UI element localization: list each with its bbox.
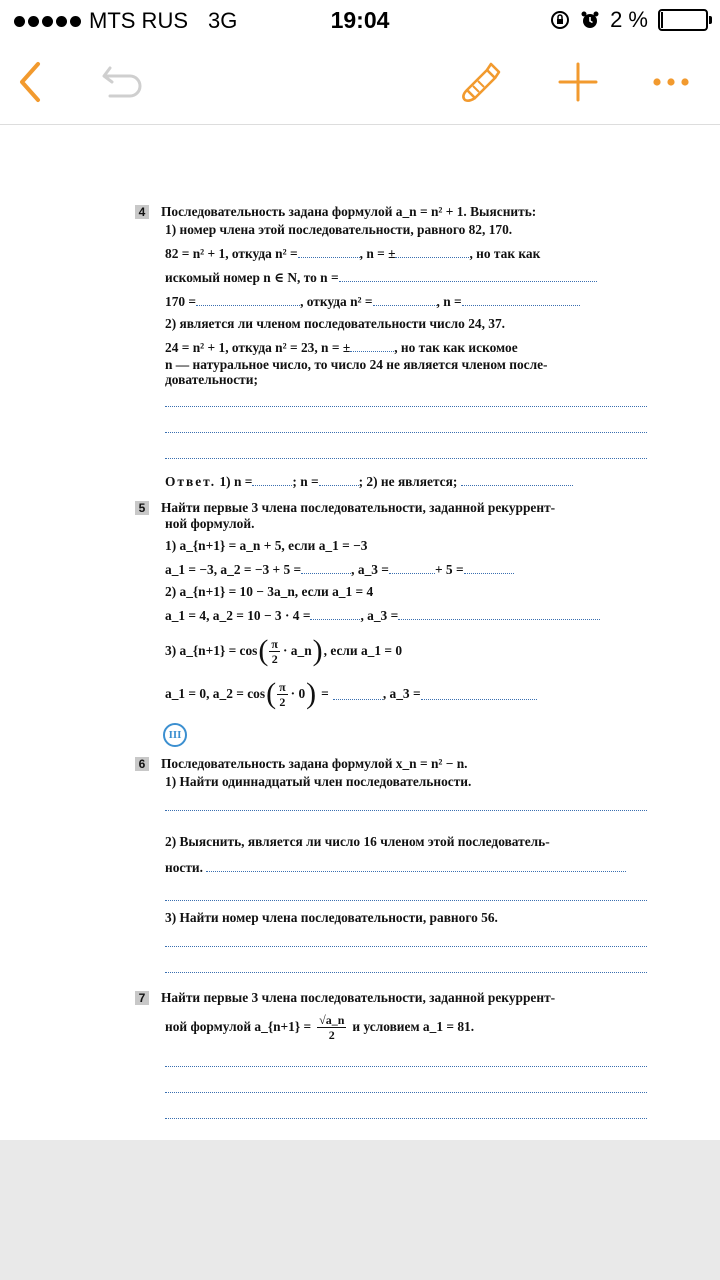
task-5-part3-c: , если a_1 = 0 — [323, 643, 403, 658]
blank[interactable] — [301, 563, 351, 574]
blank[interactable] — [462, 295, 580, 306]
clock: 19:04 — [330, 7, 390, 33]
carrier-name: MTS RUS — [89, 8, 188, 33]
answer-line[interactable] — [165, 899, 647, 901]
task-number-7: 7 — [135, 991, 149, 1005]
task-4-line2a: искомый номер n ∈ N, то n = — [165, 270, 339, 285]
task-5-part1-line-c: + 5 = — [434, 562, 464, 577]
task-5-part1-line-a: a_1 = −3, a_2 = −3 + 5 = — [165, 562, 302, 577]
network-type: 3G — [208, 8, 238, 33]
task-4-line4b: , но так как искомое — [394, 340, 518, 355]
task-4-title: Последовательность задана формулой a_n = n² + 1. Выяснить: — [161, 204, 537, 219]
task-4-line4: 24 = n² + 1, откуда n² = 23, n = ± — [165, 340, 351, 355]
orientation-lock-icon — [550, 10, 570, 30]
task-5-part3-line-a: a_1 = 0, a_2 = cos — [165, 686, 266, 701]
task-5-part3-a: 3) a_{n+1} = cos — [165, 643, 258, 658]
task-7-title-1: Найти первые 3 члена последовательности, заданной рекуррент- — [161, 990, 556, 1005]
status-bar — [0, 0, 720, 40]
fraction-numerator: √a_n — [319, 1012, 345, 1027]
task-4-line1c: , но так как — [469, 246, 541, 261]
document-page[interactable] — [0, 125, 720, 1140]
toolbar — [0, 40, 720, 125]
plus-icon — [558, 62, 598, 102]
blank[interactable] — [319, 475, 359, 486]
paren: ( — [266, 677, 277, 710]
task-4-answer-a: 1) n = — [219, 474, 253, 489]
task-5-part1: 1) a_{n+1} = a_n + 5, если a_1 = −3 — [165, 538, 368, 553]
fraction-pi-2 — [269, 637, 280, 666]
task-5-title-2: ной формулой. — [165, 516, 255, 531]
blank[interactable] — [339, 271, 597, 282]
blank[interactable] — [373, 295, 437, 306]
task-6-q2-a: 2) Выяснить, является ли число 16 членом этой последователь- — [165, 834, 550, 849]
task-6-q2-b: ности. — [165, 860, 203, 875]
task-6-q3: 3) Найти номер члена последовательности, равного 56. — [165, 910, 498, 925]
task-4-line3b: , откуда n² = — [300, 294, 373, 309]
answer-line[interactable] — [165, 405, 647, 407]
task-4-answer-label: Ответ. — [165, 474, 217, 489]
task-6-q1: 1) Найти одиннадцатый член последовательности. — [165, 774, 472, 789]
answer-line[interactable] — [165, 1117, 647, 1119]
blank[interactable] — [298, 247, 360, 258]
more-button[interactable] — [648, 56, 694, 108]
task-7-title-2b: и условием a_1 = 81. — [352, 1019, 475, 1034]
blank[interactable] — [350, 341, 394, 352]
paren: ( — [258, 634, 269, 667]
task-4-line5: n — натуральное число, то число 24 не является членом после- — [165, 357, 548, 372]
back-button[interactable] — [8, 56, 52, 108]
more-icon — [651, 76, 691, 88]
task-5-part1-line-b: , a_3 = — [351, 562, 389, 577]
undo-icon — [100, 62, 146, 102]
blank[interactable] — [398, 609, 600, 620]
answer-line[interactable] — [165, 809, 647, 811]
task-4-line6: довательности; — [165, 372, 258, 387]
answer-line[interactable] — [165, 457, 647, 459]
fraction-numerator: π — [279, 679, 286, 694]
task-5-part3-line-d: , a_3 = — [382, 686, 421, 701]
blank[interactable] — [395, 247, 469, 258]
task-5-part3-line-c: = — [321, 686, 329, 701]
blank[interactable] — [310, 609, 360, 620]
blank[interactable] — [206, 861, 626, 872]
task-5-part2: 2) a_{n+1} = 10 − 3a_n, если a_1 = 4 — [165, 584, 374, 599]
task-number-4: 4 — [135, 205, 149, 219]
blank[interactable] — [196, 295, 300, 306]
blank[interactable] — [389, 563, 435, 574]
undo-button[interactable] — [98, 56, 148, 108]
answer-line[interactable] — [165, 431, 647, 433]
task-5-part3-b: · a_n — [282, 643, 312, 658]
alarm-icon — [580, 10, 600, 30]
blank[interactable] — [421, 689, 537, 700]
task-4-answer-c: ; 2) не является; — [358, 474, 458, 489]
answer-line[interactable] — [165, 1091, 647, 1093]
answer-line[interactable] — [165, 945, 647, 947]
fraction-numerator: π — [271, 636, 278, 651]
textbook-scan — [135, 203, 647, 1119]
battery-level — [661, 12, 663, 28]
chevron-left-icon — [16, 60, 44, 104]
blank[interactable] — [461, 475, 573, 486]
task-5-title-1: Найти первые 3 члена последовательности, заданной рекуррент- — [161, 500, 556, 515]
difficulty-level-badge: III — [163, 723, 187, 747]
blank[interactable] — [464, 563, 514, 574]
battery-icon — [658, 9, 708, 31]
blank[interactable] — [333, 689, 383, 700]
paren: ) — [312, 634, 323, 667]
answer-line[interactable] — [165, 971, 647, 973]
fraction-pi-2 — [277, 680, 288, 709]
fraction-denominator: 2 — [279, 694, 286, 709]
task-4-line1a: 82 = n² + 1, откуда n² = — [165, 246, 298, 261]
task-5-part2-line-b: , a_3 = — [360, 608, 399, 623]
add-button[interactable] — [554, 56, 602, 108]
fraction-sqrt — [317, 1013, 346, 1042]
answer-line[interactable] — [165, 1065, 647, 1067]
paintbrush-icon — [459, 60, 503, 104]
task-5-part3-line-b: · 0 — [290, 686, 306, 701]
task-4-q2: 2) является ли членом последовательности число 24, 37. — [165, 316, 506, 331]
task-4-answer-b: ; n = — [292, 474, 319, 489]
task-4-line3c: , n = — [436, 294, 462, 309]
brush-button[interactable] — [456, 56, 506, 108]
task-4-q1: 1) номер члена этой последовательности, равного 82, 170. — [165, 222, 513, 237]
task-4-line1b: , n = ± — [359, 246, 396, 261]
battery-percent: 2 % — [610, 7, 648, 32]
task-5-part2-line-a: a_1 = 4, a_2 = 10 − 3 · 4 = — [165, 608, 311, 623]
task-7-title-2a: ной формулой a_{n+1} = — [165, 1019, 312, 1034]
task-number-6: 6 — [135, 757, 149, 771]
fraction-denominator: 2 — [271, 651, 278, 666]
task-4-line3a: 170 = — [165, 294, 197, 309]
task-6-title: Последовательность задана формулой x_n = n² − n. — [161, 756, 468, 771]
task-number-5: 5 — [135, 501, 149, 515]
paren: ) — [306, 677, 317, 710]
fraction-denominator: 2 — [328, 1027, 335, 1042]
blank[interactable] — [252, 475, 292, 486]
background-area — [0, 1140, 720, 1280]
